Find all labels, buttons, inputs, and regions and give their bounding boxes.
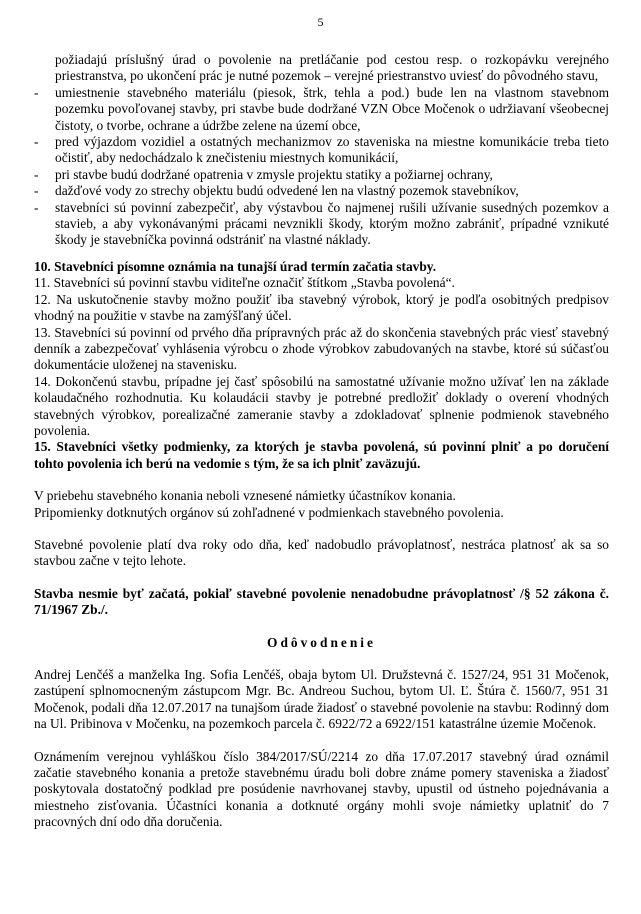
warning-text: Stavba nesmie byť začatá, pokiaľ stavebné povolenie nenadobudne právoplatnosť /§ 52 zákona č. 71/1967 Zb./. xyxy=(34,585,609,618)
condition-list xyxy=(34,85,609,249)
comments-text: Pripomienky dotknutých orgánov sú zohľadnené v podmienkach stavebného povolenia. xyxy=(34,504,504,520)
intro-paragraph: požiadajú príslušný úrad o povolenie na pretláčanie pod cestou resp. o rozkopávku verejného priestranstva, po ukončení prác je nutné pozemok – verejné priestranstvo uviesť do pôvodného stavu, xyxy=(55,52,609,84)
condition-15: 15. Stavebníci všetky podmienky, za ktorých je stavba povolená, sú povinní plniť a po doručení tohto povolenia ich berú na vedomie s tým, že sa ich plniť zaväzujú. xyxy=(34,439,609,471)
no-objections-text: V priebehu stavebného konania neboli vznesené námietky účastníkov konania. xyxy=(34,488,456,504)
condition-13: 13. Stavebníci sú povinní od prvého dňa prípravných prác až do skončenia stavebných prác viesť stavebný denník a zabezpečovať vyhlásenia výrobcu o zhode výrobkov zabudovaných na stavbe, ktoré sú súčasťou dokumentácie uloženej na stavenisku. xyxy=(34,324,609,373)
validity-text: Stavebné povolenie platí dva roky odo dňa, keď nadobudlo právoplatnosť, nestráca platnosť ak sa so stavbou začne v tejto lehote. xyxy=(34,536,609,569)
list-item: - pred výjazdom vozidiel a ostatných mechanizmov zo staveniska na miestne komunikácie treba tieto očistiť, aby nedochádzalo k znečisteniu miestnych komunikácií, xyxy=(34,134,609,167)
condition-14: 14. Dokončenú stavbu, prípadne jej časť spôsobilú na samostatné užívanie možno užívať len na základe kolaudačného rozhodnutia. Ku kolaudácii stavby je potrebné predložiť doklady o overení vhodných stavebných výrobkov, porealizačné zameranie stavby a zdokladovať splnenie podmienok stavebného povolenia. xyxy=(34,373,609,438)
list-item: - umiestnenie stavebného materiálu (piesok, štrk, tehla a pod.) bude len na vlastnom stavebnom pozemku povoľovanej stavby, pri stavbe bude dodržané VZN Obce Močenok o udržiavaní všeobecnej čistoty, o tvorbe, ochrane a údržbe zelene na území obce, xyxy=(34,85,609,134)
reasoning-paragraph-1: Andrej Lenčéš a manželka Ing. Sofia Lenčéš, obaja bytom Ul. Družstevná č. 1527/24, 951 31 Močenok, zastúpení splnomocneným zástupcom Mgr. Bc. Andreou Suchou, bytom Ul. Ľ. Štúra č. 1560/7, 951 31 Močenok, podali dňa 12.07.2017 na tunajšom úrade žiadosť o stavebné povolenie na stavbu: Rodinný dom na Ul. Pribinova v Močenku, na pozemkoch parcela č. 6922/72 a 6922/151 katastrálne územie Močenok. xyxy=(34,667,609,732)
condition-10: 10. Stavebníci písomne oznámia na tunajší úrad termín začatia stavby. xyxy=(34,258,437,274)
section-heading: Odôvodnenie xyxy=(267,634,376,650)
list-item: - stavebníci sú povinní zabezpečiť, aby výstavbou čo najmenej rušili užívanie susedných pozemkov a stavieb, a aby vykonávanými prácami nevznikli škody, ktorým možno zabrániť, prípadné vznikuté škody je stavebníčka povinná odstrániť na vlastné náklady. xyxy=(34,200,609,249)
condition-12: 12. Na uskutočnenie stavby možno použiť iba stavebný výrobok, ktorý je podľa osobitných predpisov vhodný na použitie v stavbe na zamýšľaný účel. xyxy=(34,291,609,324)
reasoning-paragraph-2: Oznámením verejnou vyhláškou číslo 384/2017/SÚ/2214 zo dňa 17.07.2017 stavebný úrad oznámil začatie stavebného konania a pretože stavebnému úradu boli dobre známe pomery staveniska a žiadosť poskytovala dostatočný podklad pre posúdenie navrhovanej stavby, upustil od ústneho pojednávania a miestneho zisťovania. Účastníci konania a dotknuté orgány mohli svoje námietky uplatniť do 7 pracovných dní odo dňa doručenia. xyxy=(34,748,609,830)
page-number: 5 xyxy=(317,15,324,29)
condition-11: 11. Stavebníci sú povinní stavbu viditeľne označiť štítkom „Stavba povolená“. xyxy=(34,275,455,291)
list-item: - pri stavbe budú dodržané opatrenia v zmysle projektu statiky a požiarnej ochrany, xyxy=(34,167,609,183)
document-body xyxy=(34,52,609,831)
list-item: - dažďové vody zo strechy objektu budú odvedené len na vlastný pozemok stavebníkov, xyxy=(34,183,609,199)
